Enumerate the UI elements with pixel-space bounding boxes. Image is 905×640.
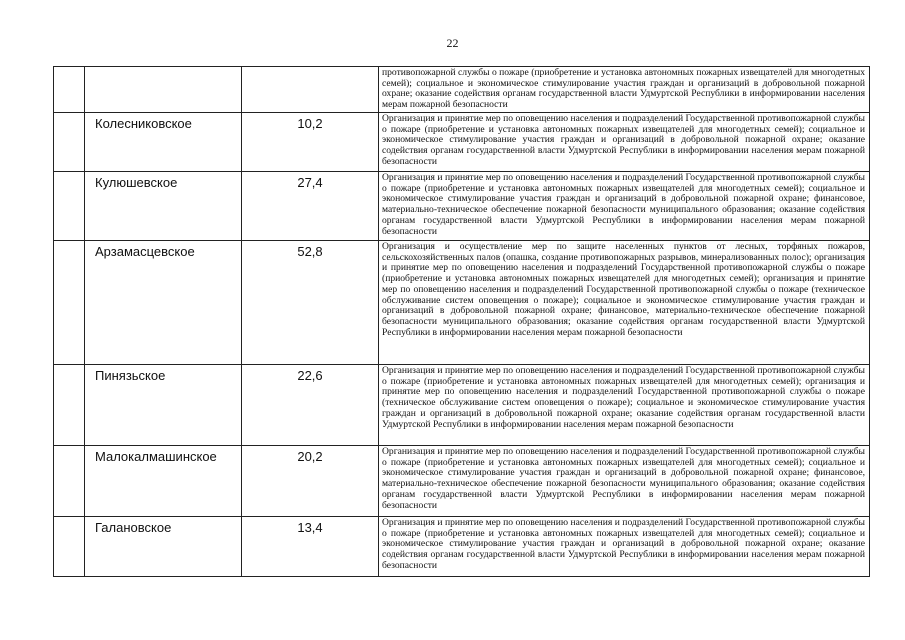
measures-cell bbox=[379, 517, 870, 577]
amount-value: 52,8 bbox=[297, 244, 323, 259]
amount-value bbox=[242, 67, 378, 70]
table-row bbox=[54, 113, 870, 172]
settlement-name: Галановское bbox=[95, 520, 172, 535]
table-row bbox=[54, 67, 870, 113]
index-cell bbox=[54, 113, 85, 172]
measures-text: Организация и принятие мер по оповещению населения и подразделений Государственной противопожарной службы о пожаре (приобретение и установка автономных пожарных извещателей для многодетных семей); социальное и экономическое стимулирование участия граждан и организаций в добровольной пожарной охране; оказание содействия органам государственной власти Удмуртской Республики в информировании населения мерам пожарной безопасности bbox=[382, 517, 865, 571]
settlement-name: Колесниковское bbox=[95, 116, 192, 131]
index-cell bbox=[54, 241, 85, 365]
amount-cell bbox=[242, 67, 379, 113]
settlement-name bbox=[85, 67, 241, 70]
settlement-name: Арзамасцевское bbox=[95, 244, 195, 259]
measures-text: Организация и осуществление мер по защите населенных пунктов от лесных, торфяных пожаров, сельскохозяйственных палов (опашка, создание противопожарных разрывов, минерализованных полос); организация и принятие мер по оповещению населения и подразделений Государственной противопожарной службы о пожаре (приобретение и установка автономных пожарных извещателей для многодетных семей); организация и принятие мер по оповещению населения и подразделений Государственной противопожарной службы о пожаре (техническое обслуживание систем оповещения о пожаре); социальное и экономическое стимулирование участия граждан и организаций в добровольной пожарной охране; финансовое, материально-техническое обеспечение пожарной безопасности муниципального образования; оказание содействия органам государственной власти Удмуртской Республики в информировании населения мерам пожарной безопасности bbox=[382, 241, 865, 338]
measures-cell bbox=[379, 67, 870, 113]
index-cell bbox=[54, 446, 85, 517]
amount-value: 22,6 bbox=[297, 368, 323, 383]
measures-cell bbox=[379, 241, 870, 365]
index-cell bbox=[54, 172, 85, 241]
amount-cell bbox=[242, 172, 379, 241]
index-cell bbox=[54, 517, 85, 577]
amount-cell bbox=[242, 446, 379, 517]
amount-cell bbox=[242, 113, 379, 172]
measures-text: Организация и принятие мер по оповещению населения и подразделений Государственной противопожарной службы о пожаре (приобретение и установка автономных пожарных извещателей для многодетных семей); социальное и экономическое стимулирование участия граждан и организаций в добровольной пожарной охране; оказание содействия органам государственной власти Удмуртской Республики в информировании населения мерам пожарной безопасности bbox=[382, 113, 865, 167]
amount-value: 27,4 bbox=[297, 175, 323, 190]
settlement-name-cell bbox=[85, 365, 242, 446]
settlement-name-cell bbox=[85, 446, 242, 517]
amount-value: 10,2 bbox=[297, 116, 323, 131]
table-row bbox=[54, 241, 870, 365]
settlement-name-cell bbox=[85, 517, 242, 577]
measures-text: противопожарной службы о пожаре (приобретение и установка автономных пожарных извещателей для многодетных семей); социальное и экономическое стимулирование участия граждан и организаций в добровольной пожарной охране; оказание содействия органам государственной власти Удмуртской Республики в информировании населения мерам пожарной безопасности bbox=[382, 67, 866, 111]
table-row bbox=[54, 172, 870, 241]
measures-text: Организация и принятие мер по оповещению населения и подразделений Государственной противопожарной службы о пожаре (приобретение и установка автономных пожарных извещателей для многодетных семей); организация и принятие мер по оповещению населения и подразделений Государственной противопожарной службы о пожаре (техническое обслуживание систем оповещения о пожаре); социальное и экономическое стимулирование участия граждан и организаций в добровольной пожарной охране; оказание содействия органам государственной власти Удмуртской Республики в информировании населения мерам пожарной безопасности bbox=[382, 365, 865, 430]
amount-cell bbox=[242, 241, 379, 365]
settlement-name: Малокалмашинское bbox=[95, 449, 217, 464]
measures-text: Организация и принятие мер по оповещению населения и подразделений Государственной противопожарной службы о пожаре (приобретение и установка автономных пожарных извещателей для многодетных семей); социальное и экономическое стимулирование участия граждан и организаций в добровольной пожарной охране; финансовое, материально-техническое обеспечение пожарной безопасности муниципального образования; оказание содействия органам государственной власти Удмуртской Республики в информировании населения мерам пожарной безопасности bbox=[382, 446, 865, 511]
amount-value: 20,2 bbox=[297, 449, 323, 464]
settlement-name-cell bbox=[85, 113, 242, 172]
table-row bbox=[54, 517, 870, 577]
settlements-table bbox=[53, 66, 870, 577]
measures-cell bbox=[379, 446, 870, 517]
settlement-name-cell bbox=[85, 67, 242, 113]
settlement-name-cell bbox=[85, 241, 242, 365]
measures-text: Организация и принятие мер по оповещению населения и подразделений Государственной противопожарной службы о пожаре (приобретение и установка автономных пожарных извещателей для многодетных семей); социальное и экономическое стимулирование участия граждан и организаций в добровольной пожарной охране; финансовое, материально-техническое обеспечение пожарной безопасности муниципального образования; оказание содействия органам государственной власти Удмуртской Республики в информировании населения мерам пожарной безопасности bbox=[382, 172, 865, 237]
measures-cell bbox=[379, 113, 870, 172]
amount-cell bbox=[242, 517, 379, 577]
table-row bbox=[54, 446, 870, 517]
settlement-name: Кулюшевское bbox=[95, 175, 178, 190]
settlement-name-cell bbox=[85, 172, 242, 241]
amount-cell bbox=[242, 365, 379, 446]
index-cell bbox=[54, 67, 85, 113]
index-cell bbox=[54, 365, 85, 446]
amount-value: 13,4 bbox=[297, 520, 323, 535]
measures-cell bbox=[379, 172, 870, 241]
measures-cell bbox=[379, 365, 870, 446]
settlement-name: Пинязьское bbox=[95, 368, 166, 383]
page-number: 22 bbox=[446, 36, 459, 50]
table-row bbox=[54, 365, 870, 446]
